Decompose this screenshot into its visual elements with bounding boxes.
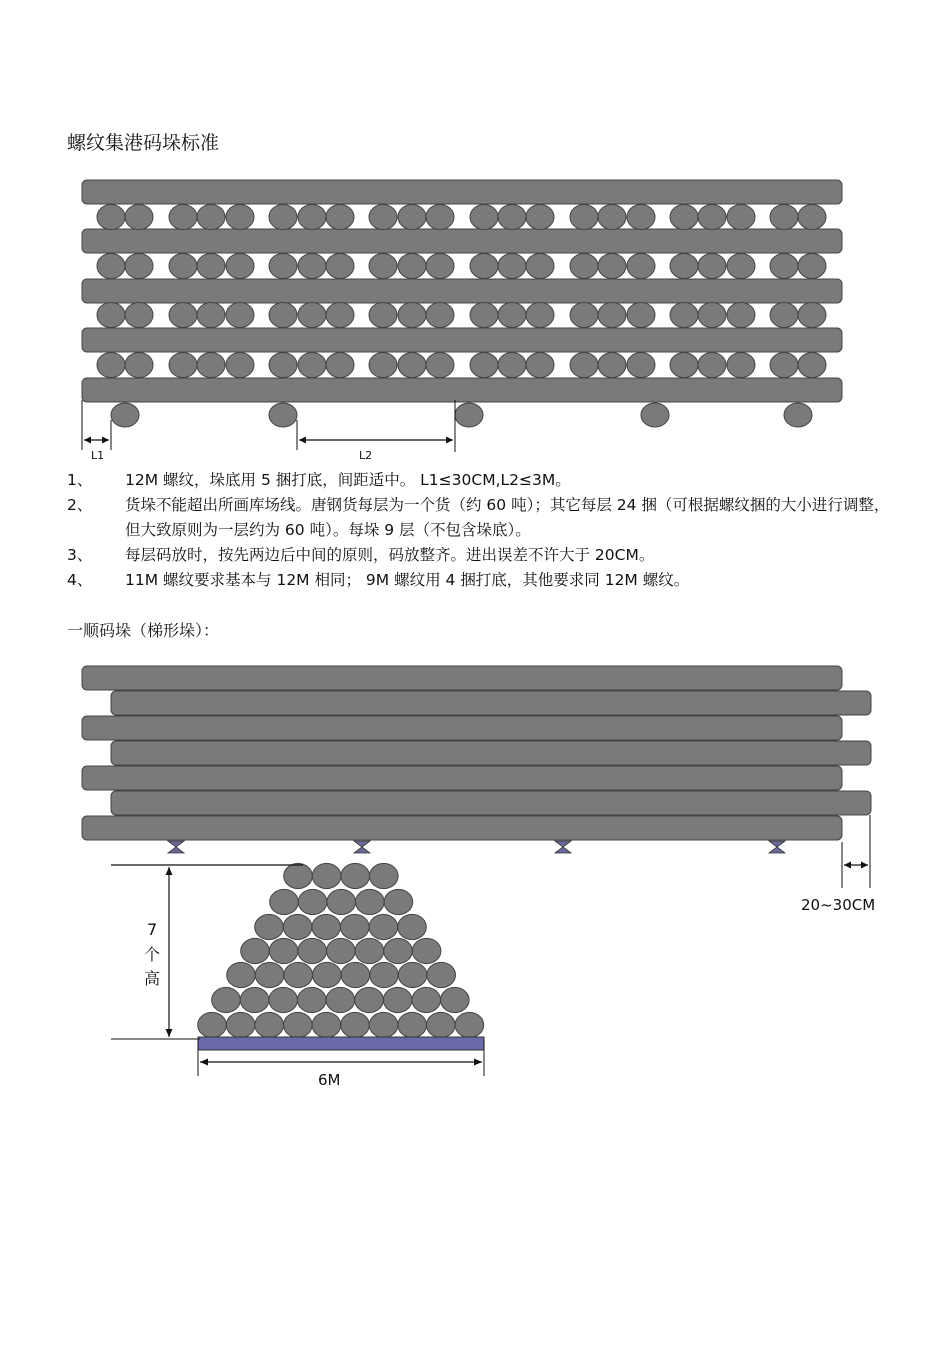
rebar-bundle — [570, 254, 598, 279]
rule-item — [67, 493, 897, 543]
rebar-layer — [82, 279, 842, 303]
rebar-layer — [82, 716, 842, 740]
rebar-bundle — [498, 303, 526, 328]
rebar-bundle — [312, 1012, 341, 1037]
rebar-bundle — [125, 205, 153, 230]
rebar-bundle — [355, 987, 384, 1012]
rebar-bundle — [470, 353, 498, 378]
rebar-bundle — [269, 205, 297, 230]
rebar-bundle — [798, 205, 826, 230]
rebar-bundle — [727, 353, 755, 378]
rebar-bundle — [298, 353, 326, 378]
rebar-layer — [82, 666, 842, 690]
offset-label: 20~30CM — [801, 896, 876, 914]
rebar-bundle — [369, 1012, 398, 1037]
rebar-bundle — [384, 889, 413, 914]
rebar-bundle — [298, 254, 326, 279]
rebar-bundle — [326, 353, 354, 378]
rebar-bundle — [398, 205, 426, 230]
rebar-bundle — [426, 205, 454, 230]
rebar-bundle — [598, 353, 626, 378]
rebar-bundle — [698, 353, 726, 378]
rebar-bundle — [384, 938, 413, 963]
height-label-3: 高 — [144, 969, 161, 988]
rules-list — [67, 468, 897, 593]
rebar-bundle — [241, 938, 270, 963]
rebar-bundle — [627, 254, 655, 279]
section-title: 一顺码垛（梯形垛）： — [67, 621, 220, 640]
rebar-bundle — [312, 863, 341, 888]
support-block — [769, 841, 785, 853]
rebar-bundle — [341, 863, 370, 888]
rebar-bundle — [698, 205, 726, 230]
rebar-bundle — [426, 303, 454, 328]
rebar-bundle — [298, 303, 326, 328]
rebar-bundle — [327, 938, 356, 963]
rebar-bundle — [470, 254, 498, 279]
rebar-layer — [111, 741, 871, 765]
rebar-bundle — [441, 987, 470, 1012]
rebar-bundle — [269, 987, 298, 1012]
rebar-bundle — [498, 353, 526, 378]
rebar-bundle — [312, 914, 341, 939]
rebar-bundle — [598, 205, 626, 230]
rebar-bundle — [326, 205, 354, 230]
rebar-bundle — [227, 962, 256, 987]
rebar-bundle — [327, 889, 356, 914]
page-title: 螺纹集港码垛标准 — [67, 132, 220, 154]
base-bundle — [269, 403, 297, 427]
rebar-bundle — [426, 353, 454, 378]
rebar-bundle — [627, 353, 655, 378]
rule-text: 12M 螺纹，垛底用 5 捆打底，间距适中。 L1≤30CM,L2≤3M。 — [125, 471, 571, 489]
rebar-bundle — [341, 914, 370, 939]
rebar-bundle — [169, 353, 197, 378]
rebar-bundle — [341, 962, 370, 987]
rebar-bundle — [226, 254, 254, 279]
rebar-bundle — [125, 353, 153, 378]
rebar-bundle — [770, 353, 798, 378]
rebar-layer — [82, 180, 842, 204]
base-bundle — [111, 403, 139, 427]
rebar-bundle — [470, 205, 498, 230]
rebar-bundle — [298, 987, 327, 1012]
l2-dimension — [297, 400, 455, 462]
rebar-bundle — [355, 938, 384, 963]
support-block — [168, 841, 184, 853]
rebar-bundle — [125, 254, 153, 279]
rebar-bundle — [670, 353, 698, 378]
stacking-diagram — [0, 170, 950, 470]
rebar-bundle — [369, 303, 397, 328]
rebar-bundle — [369, 205, 397, 230]
rule-number: 2、 — [67, 496, 93, 514]
rebar-bundle — [770, 254, 798, 279]
trapezoid-stack-diagram — [0, 655, 950, 1085]
rebar-bundle — [97, 254, 125, 279]
height-label-1: 7 — [147, 920, 158, 939]
rebar-bundle — [570, 303, 598, 328]
rebar-bundle — [356, 889, 385, 914]
rebar-bundle — [341, 1012, 370, 1037]
base-bundle — [641, 403, 669, 427]
rebar-bundle — [798, 303, 826, 328]
rebar-bundle — [770, 205, 798, 230]
rebar-bundle — [727, 205, 755, 230]
l1-dimension — [82, 400, 111, 462]
rebar-bundle — [169, 254, 197, 279]
rebar-bundle — [197, 254, 225, 279]
rule-number: 4、 — [67, 571, 93, 589]
rebar-bundle — [313, 962, 342, 987]
rebar-bundle — [598, 303, 626, 328]
height-label-2: 个 — [144, 945, 161, 964]
rebar-bundle — [197, 205, 225, 230]
rebar-layer — [82, 766, 842, 790]
rebar-bundle — [298, 938, 327, 963]
rebar-bundle — [298, 205, 326, 230]
rebar-bundle — [283, 914, 312, 939]
rebar-bundle — [97, 353, 125, 378]
rebar-bundle — [412, 938, 441, 963]
rebar-bundle — [398, 254, 426, 279]
rebar-bundle — [526, 353, 554, 378]
rebar-bundle — [526, 303, 554, 328]
rebar-bundle — [169, 303, 197, 328]
rebar-bundle — [670, 205, 698, 230]
rebar-bundle — [570, 205, 598, 230]
rebar-bundle — [255, 1012, 284, 1037]
rebar-bundle — [369, 353, 397, 378]
rebar-bundle — [284, 1012, 313, 1037]
rebar-bundle — [598, 254, 626, 279]
rebar-bundle — [326, 987, 355, 1012]
rule-text: 每层码放时，按先两边后中间的原则，码放整齐。进出误差不许大于 20CM。 — [125, 546, 655, 564]
rebar-bundle — [270, 889, 299, 914]
rebar-bundle — [370, 962, 399, 987]
rebar-bundle — [426, 254, 454, 279]
rebar-layer — [111, 791, 871, 815]
rebar-bundle — [197, 353, 225, 378]
rule-item — [67, 543, 897, 568]
rebar-bundle — [326, 254, 354, 279]
base-bundle — [784, 403, 812, 427]
rebar-bundle — [284, 863, 313, 888]
rebar-bundle — [398, 303, 426, 328]
base-pad — [198, 1037, 484, 1050]
rebar-bundle — [727, 303, 755, 328]
rebar-bundle — [97, 303, 125, 328]
rebar-bundle — [226, 1012, 255, 1037]
rebar-bundle — [125, 303, 153, 328]
l2-label: L2 — [359, 449, 373, 462]
rebar-bundle — [398, 353, 426, 378]
rebar-bundle — [470, 303, 498, 328]
rebar-bundle — [727, 254, 755, 279]
rebar-bundle — [455, 1012, 484, 1037]
rebar-bundle — [298, 889, 327, 914]
rebar-bundle — [427, 1012, 456, 1037]
rebar-bundle — [398, 962, 427, 987]
rebar-bundle — [670, 254, 698, 279]
rule-text: 货垛不能超出所画库场线。唐钢货每层为一个货（约 60 吨）；其它每层 24 捆（可根据螺纹捆的大小进行调整，但大致原则为一层约为 60 吨）。每垛 9 层（不包含垛底）。 — [125, 496, 890, 539]
rule-item — [67, 468, 897, 493]
base-bundle — [455, 403, 483, 427]
support-block — [354, 841, 370, 853]
rebar-bundle — [97, 205, 125, 230]
rule-number: 3、 — [67, 546, 93, 564]
width-label: 6M — [318, 1071, 341, 1085]
rebar-bundle — [369, 254, 397, 279]
rebar-layer — [82, 378, 842, 402]
rebar-bundle — [269, 353, 297, 378]
rule-item — [67, 568, 897, 593]
rebar-bundle — [198, 1012, 227, 1037]
rebar-bundle — [798, 254, 826, 279]
rebar-bundle — [255, 914, 284, 939]
rebar-bundle — [197, 303, 225, 328]
rebar-bundle — [570, 353, 598, 378]
rebar-bundle — [212, 987, 241, 1012]
rebar-layer — [82, 816, 842, 840]
rebar-bundle — [698, 254, 726, 279]
rebar-bundle — [627, 205, 655, 230]
rebar-bundle — [284, 962, 313, 987]
rebar-bundle — [269, 254, 297, 279]
rule-number: 1、 — [67, 471, 93, 489]
rebar-bundle — [226, 205, 254, 230]
support-block — [555, 841, 571, 853]
rebar-bundle — [427, 962, 456, 987]
rule-text: 11M 螺纹要求基本与 12M 相同； 9M 螺纹用 4 捆打底，其他要求同 12M 螺纹。 — [125, 571, 690, 589]
rebar-bundle — [498, 205, 526, 230]
rebar-bundle — [326, 303, 354, 328]
rebar-bundle — [226, 353, 254, 378]
rebar-bundle — [369, 914, 398, 939]
rebar-bundle — [169, 205, 197, 230]
rebar-layer — [111, 691, 871, 715]
rebar-layer — [82, 328, 842, 352]
rebar-bundle — [627, 303, 655, 328]
rebar-bundle — [255, 962, 284, 987]
rebar-bundle — [383, 987, 412, 1012]
l1-label: L1 — [91, 449, 105, 462]
rebar-bundle — [398, 1012, 427, 1037]
rebar-layer — [82, 229, 842, 253]
rebar-bundle — [269, 303, 297, 328]
rebar-bundle — [240, 987, 269, 1012]
rebar-bundle — [526, 254, 554, 279]
rebar-bundle — [412, 987, 441, 1012]
rebar-bundle — [770, 303, 798, 328]
rebar-bundle — [670, 303, 698, 328]
rebar-bundle — [398, 914, 427, 939]
rebar-bundle — [798, 353, 826, 378]
rebar-bundle — [269, 938, 298, 963]
rebar-bundle — [370, 863, 399, 888]
rebar-bundle — [698, 303, 726, 328]
rebar-bundle — [526, 205, 554, 230]
rebar-bundle — [498, 254, 526, 279]
rebar-bundle — [226, 303, 254, 328]
